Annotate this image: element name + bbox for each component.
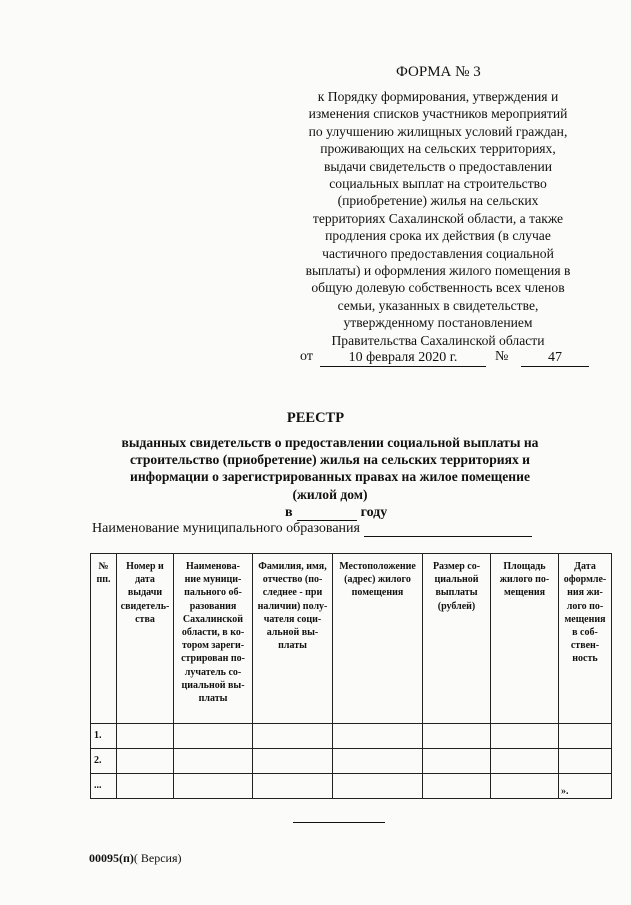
- approval-date: 10 февраля 2020 г.: [320, 349, 486, 367]
- column-header-line: помещения: [351, 587, 404, 599]
- municipality-label: Наименование муниципального образования: [92, 521, 360, 536]
- approval-line: к Порядку формирования, утверждения и: [317, 89, 559, 104]
- table-cell: [423, 774, 491, 799]
- column-header-line: разования: [189, 600, 237, 612]
- table-header-row: [91, 554, 612, 724]
- row-last-cell: [559, 749, 612, 774]
- form-title: ФОРМА № 3: [396, 64, 481, 80]
- approval-line: продления срока их действия (в случае: [325, 228, 551, 244]
- column-header: [559, 554, 612, 724]
- column-header-line: следнее - при: [262, 587, 323, 599]
- approval-line: социальных выплат на строительство: [329, 176, 547, 192]
- column-header-line: оформле-: [563, 574, 607, 586]
- registry-subtitle-line: выданных свидетельств о предоставлении социальной выплаты на: [121, 435, 539, 450]
- column-header-line: платы: [278, 640, 307, 652]
- column-header-line: платы: [198, 693, 228, 705]
- column-header: [117, 554, 174, 724]
- year-blank: [297, 506, 357, 521]
- year-row: [285, 505, 387, 521]
- column-header: [253, 554, 333, 724]
- approval-line: по улучшению жилищных условий граждан,: [308, 123, 568, 139]
- registry-subtitle-line: строительство (приобретение) жилья на сельских территориях и: [130, 452, 530, 468]
- column-header-line: Дата: [574, 561, 596, 572]
- year-prefix: в: [285, 505, 293, 520]
- column-header-line: чателя соци-: [263, 613, 322, 625]
- table-cell: [423, 724, 491, 749]
- column-header-line: в соб-: [572, 627, 598, 639]
- column-header-line: Местоположение: [339, 561, 416, 572]
- row-number: ...: [91, 774, 117, 799]
- column-header-line: тором зареги-: [181, 640, 245, 652]
- table-body: [91, 724, 612, 799]
- column-header-line: №: [98, 561, 109, 572]
- table-cell: [117, 774, 174, 799]
- column-header-line: Номер и: [126, 561, 164, 572]
- approval-line: территориях Сахалинской области, а также: [312, 210, 564, 226]
- table-cell: [333, 774, 423, 799]
- table-cell: [174, 774, 253, 799]
- approval-line: изменения списков участников мероприятий: [308, 106, 568, 122]
- row-last-cell: [559, 724, 612, 749]
- row-last-cell: ».: [559, 774, 612, 799]
- approval-line: выдачи свидетельств о предоставлении: [323, 158, 553, 174]
- column-header-line: ствен-: [570, 640, 600, 652]
- approval-line: (приобретение) жилья на сельских: [337, 193, 539, 209]
- column-header-line: области, в ко-: [181, 627, 245, 639]
- column-header-line: альной вы-: [266, 627, 319, 639]
- column-header-line: лучатель со-: [184, 666, 242, 678]
- column-header-line: (рублей): [437, 600, 476, 612]
- column-header-line: лого по-: [566, 600, 604, 612]
- row-number: 2.: [91, 749, 117, 774]
- table-row: [91, 774, 612, 799]
- column-header-line: Фамилия, имя,: [258, 561, 327, 572]
- column-header-line: пп.: [96, 574, 111, 586]
- column-header-line: Наименова-: [185, 561, 241, 572]
- table-cell: [253, 749, 333, 774]
- column-header-line: ние муници-: [184, 574, 242, 586]
- table-cell: [117, 724, 174, 749]
- registry-subtitle-line: информации о зарегистрированных правах на жилое помещение: [130, 469, 530, 485]
- column-header-line: ства: [135, 613, 155, 625]
- table-cell: [333, 724, 423, 749]
- approval-line: проживающих на сельских территориях,: [320, 141, 556, 157]
- document-code: 00095(п): [89, 851, 134, 865]
- column-header-line: дата: [135, 574, 155, 586]
- column-header-line: наличии) полу-: [257, 600, 328, 612]
- municipality-blank: [364, 522, 532, 537]
- column-header-line: ность: [572, 653, 598, 665]
- table-cell: [174, 724, 253, 749]
- column-header: [174, 554, 253, 724]
- registry-table: [90, 553, 612, 799]
- date-prefix: от: [300, 349, 313, 364]
- approval-block: [288, 88, 588, 349]
- table-row: [91, 749, 612, 774]
- table-row: [91, 724, 612, 749]
- table-cell: [253, 774, 333, 799]
- column-header: [333, 554, 423, 724]
- registry-title: РЕЕСТР: [286, 410, 345, 426]
- column-header-line: ния жи-: [567, 587, 603, 599]
- approval-number: 47: [521, 349, 589, 367]
- registry-subtitle-line: (жилой дом): [292, 486, 368, 502]
- footnote-divider: [293, 822, 385, 823]
- table-cell: [253, 724, 333, 749]
- version-footer: [89, 851, 182, 866]
- column-header: [423, 554, 491, 724]
- column-header-line: свидетель-: [120, 600, 170, 612]
- column-header: [91, 554, 117, 724]
- version-label: ( Версия): [133, 851, 182, 865]
- municipality-row: [92, 521, 532, 537]
- column-header-line: жилого по-: [499, 574, 550, 586]
- column-header-line: пального об-: [184, 587, 242, 599]
- approval-line: семьи, указанных в свидетельстве,: [337, 297, 539, 313]
- column-header-line: циальной вы-: [181, 679, 245, 691]
- column-header-line: (адрес) жилого: [344, 574, 411, 586]
- approval-line: Правительства Сахалинской области: [331, 332, 545, 348]
- column-header-line: отчество (по-: [262, 574, 323, 586]
- table-cell: [117, 749, 174, 774]
- number-prefix: №: [495, 349, 509, 364]
- column-header-line: Сахалинской: [182, 613, 244, 625]
- column-header-line: стрирован по-: [181, 653, 245, 665]
- column-header-line: выплаты: [435, 587, 478, 599]
- table-cell: [174, 749, 253, 774]
- column-header-line: циальной: [434, 574, 479, 586]
- column-header-line: Площадь: [503, 561, 546, 572]
- column-header-line: мещения: [503, 587, 546, 599]
- table-cell: [491, 749, 559, 774]
- row-number: 1.: [91, 724, 117, 749]
- registry-subtitle: [80, 434, 580, 503]
- column-header-line: Размер со-: [432, 561, 481, 572]
- column-header-line: выдачи: [127, 587, 163, 599]
- table-cell: [333, 749, 423, 774]
- table-cell: [491, 774, 559, 799]
- approval-date-row: [300, 349, 600, 369]
- table-cell: [491, 724, 559, 749]
- table-cell: [423, 749, 491, 774]
- column-header-line: мещения: [564, 613, 606, 625]
- approval-line: частичного предоставления социальной: [322, 245, 554, 261]
- approval-line: общую долевую собственность всех членов: [311, 280, 565, 296]
- column-header: [491, 554, 559, 724]
- year-suffix: году: [360, 505, 388, 520]
- approval-line: выплаты) и оформления жилого помещения в: [305, 263, 571, 279]
- approval-line: утвержденному постановлением: [343, 315, 533, 331]
